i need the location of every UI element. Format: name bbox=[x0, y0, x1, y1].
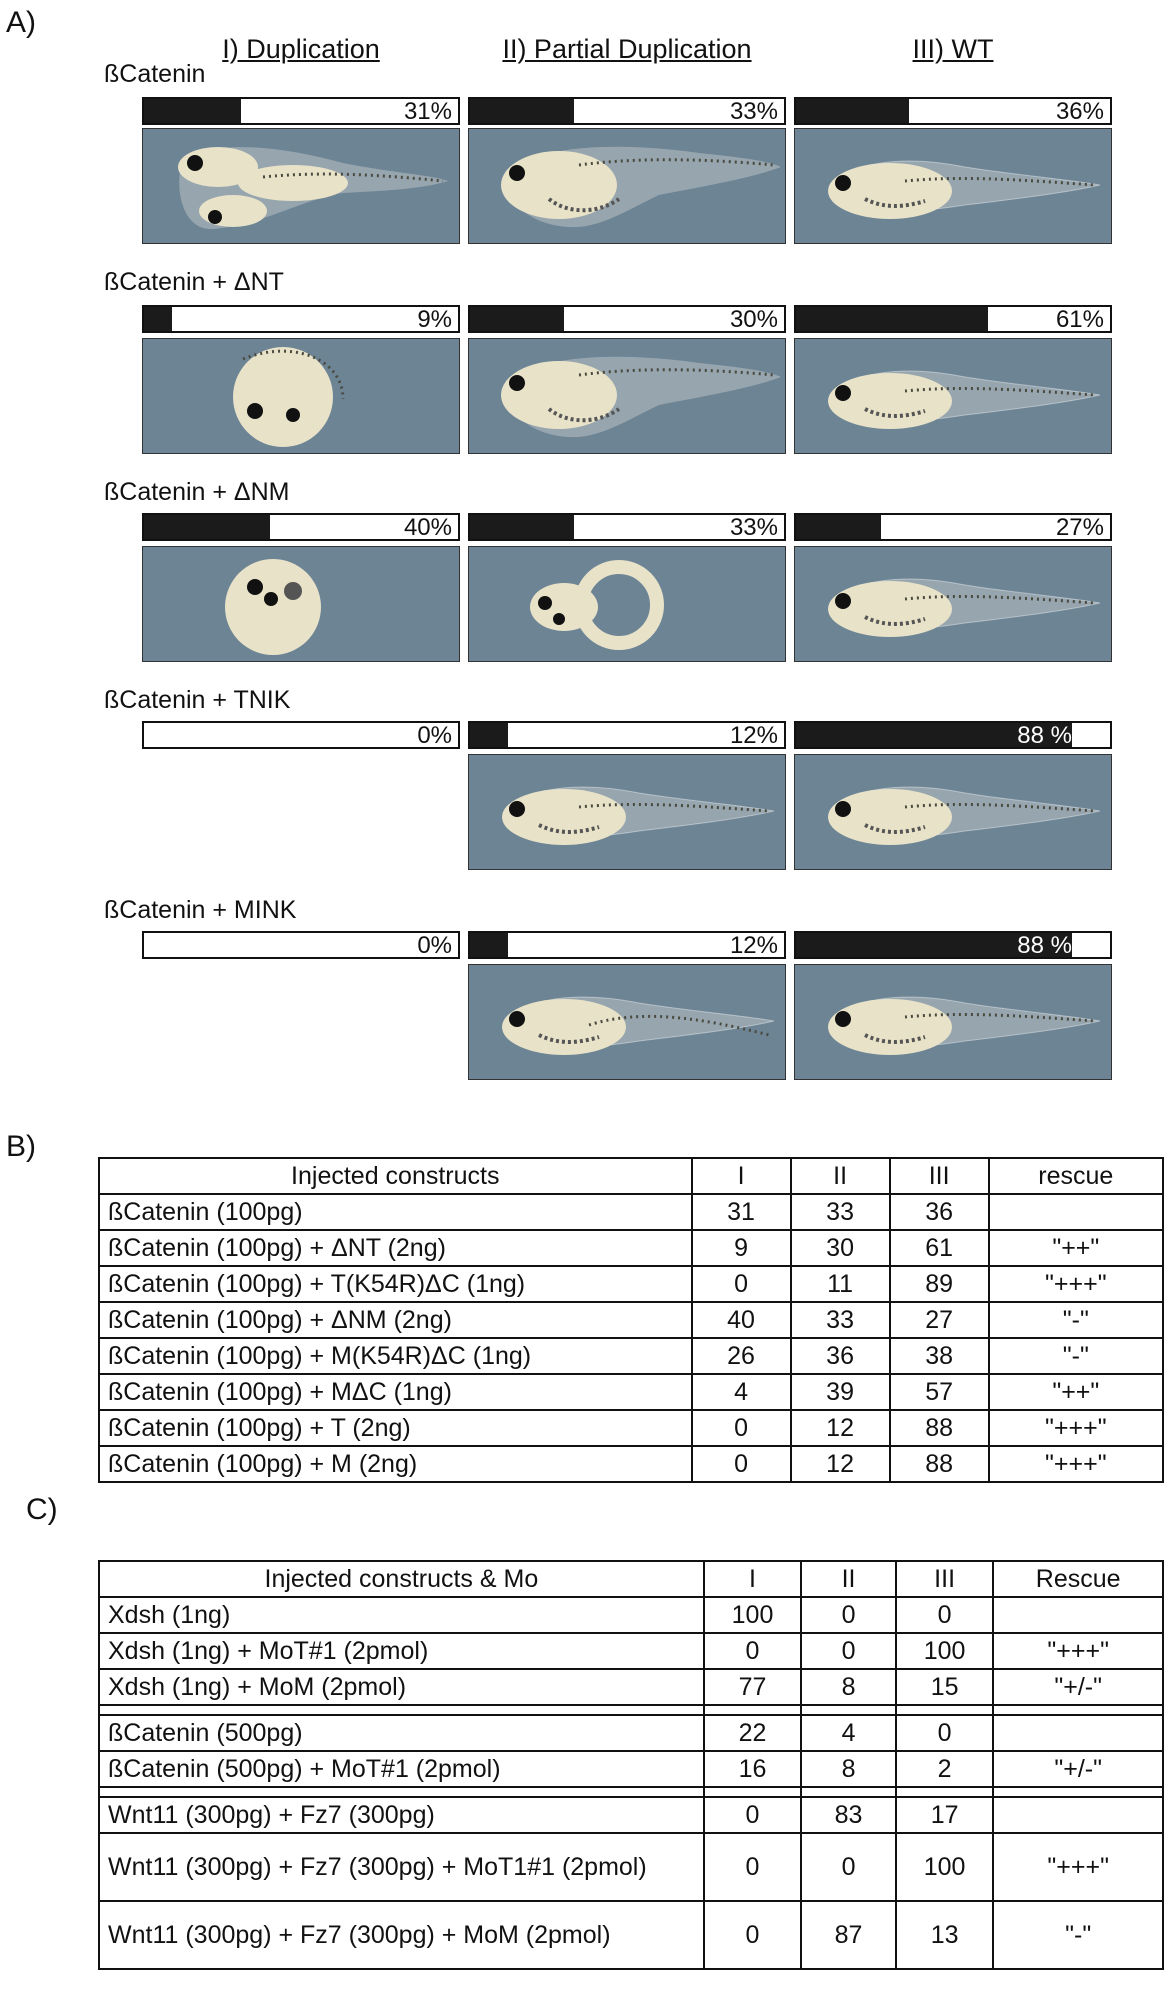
table-row bbox=[99, 1338, 1163, 1374]
column-header-wt: III) WT bbox=[912, 34, 994, 64]
value-cell: 61 bbox=[890, 1230, 989, 1266]
value-cell: 17 bbox=[896, 1797, 994, 1833]
value-cell: "-" bbox=[993, 1901, 1163, 1969]
value-cell: 83 bbox=[801, 1797, 896, 1833]
value-cell: 22 bbox=[704, 1715, 802, 1751]
row-label: ßCatenin bbox=[104, 60, 206, 88]
value-cell: "+++" bbox=[989, 1446, 1163, 1482]
row-label: ßCatenin + MINK bbox=[104, 896, 297, 924]
percentage-bar-fill bbox=[470, 515, 574, 539]
percentage-label: 12% bbox=[729, 722, 778, 749]
percentage-label: 12% bbox=[729, 932, 778, 959]
value-cell: "+++" bbox=[993, 1633, 1163, 1669]
construct-cell: ßCatenin (100pg) + ΔNT (2ng) bbox=[99, 1230, 692, 1266]
percentage-label: 31% bbox=[403, 98, 452, 125]
value-cell: "-" bbox=[989, 1338, 1163, 1374]
table-row bbox=[99, 1410, 1163, 1446]
percentage-label: 9% bbox=[417, 306, 452, 333]
separator-cell bbox=[993, 1787, 1163, 1797]
separator-cell bbox=[896, 1705, 994, 1715]
value-cell: 16 bbox=[704, 1751, 802, 1787]
percentage-bar-fill bbox=[470, 723, 508, 747]
percentage-bar bbox=[142, 97, 460, 125]
table-row bbox=[99, 1715, 1163, 1751]
value-cell: 26 bbox=[692, 1338, 791, 1374]
table-header-row bbox=[99, 1561, 1163, 1597]
table-header-cell: Injected constructs bbox=[99, 1158, 692, 1194]
separator-cell bbox=[704, 1705, 802, 1715]
table-row bbox=[99, 1374, 1163, 1410]
table-row bbox=[99, 1266, 1163, 1302]
percentage-bar bbox=[142, 931, 460, 959]
value-cell: "+++" bbox=[989, 1410, 1163, 1446]
embryo-photo bbox=[468, 128, 786, 244]
value-cell: 15 bbox=[896, 1669, 994, 1705]
percentage-bar bbox=[794, 721, 1112, 749]
table-header-cell: III bbox=[896, 1561, 994, 1597]
value-cell: 8 bbox=[801, 1751, 896, 1787]
construct-cell: ßCatenin (100pg) + M(K54R)ΔC (1ng) bbox=[99, 1338, 692, 1374]
percentage-bar-fill bbox=[796, 515, 881, 539]
embryo-photo bbox=[468, 964, 786, 1080]
percentage-bar-fill bbox=[144, 515, 270, 539]
construct-cell: ßCatenin (100pg) + M (2ng) bbox=[99, 1446, 692, 1482]
embryo-photo bbox=[142, 546, 460, 662]
value-cell: 9 bbox=[692, 1230, 791, 1266]
separator-cell bbox=[99, 1705, 704, 1715]
value-cell: 0 bbox=[704, 1833, 802, 1901]
percentage-label: 88 % bbox=[1017, 932, 1072, 959]
percentage-bar bbox=[142, 305, 460, 333]
embryo-photo bbox=[794, 964, 1112, 1080]
embryo-photo bbox=[794, 338, 1112, 454]
value-cell: 0 bbox=[801, 1597, 896, 1633]
value-cell: 0 bbox=[692, 1446, 791, 1482]
value-cell: 100 bbox=[704, 1597, 802, 1633]
value-cell: 0 bbox=[704, 1633, 802, 1669]
percentage-bar bbox=[794, 305, 1112, 333]
separator-cell bbox=[99, 1787, 704, 1797]
percentage-label: 88 % bbox=[1017, 722, 1072, 749]
embryo-photo bbox=[468, 546, 786, 662]
value-cell: 0 bbox=[704, 1797, 802, 1833]
percentage-bar bbox=[794, 97, 1112, 125]
value-cell bbox=[989, 1194, 1163, 1230]
percentage-label: 61% bbox=[1055, 306, 1104, 333]
construct-cell: Xdsh (1ng) + MoM (2pmol) bbox=[99, 1669, 704, 1705]
value-cell: "-" bbox=[989, 1302, 1163, 1338]
value-cell bbox=[993, 1715, 1163, 1751]
separator-cell bbox=[993, 1705, 1163, 1715]
construct-cell: Xdsh (1ng) bbox=[99, 1597, 704, 1633]
table-header-cell: III bbox=[890, 1158, 989, 1194]
construct-cell: ßCatenin (100pg) + T(K54R)ΔC (1ng) bbox=[99, 1266, 692, 1302]
value-cell: 36 bbox=[791, 1338, 890, 1374]
value-cell: 12 bbox=[791, 1410, 890, 1446]
embryo-photo bbox=[794, 546, 1112, 662]
percentage-label: 30% bbox=[729, 306, 778, 333]
value-cell: 88 bbox=[890, 1446, 989, 1482]
construct-cell: ßCatenin (500pg) bbox=[99, 1715, 704, 1751]
percentage-label: 0% bbox=[417, 722, 452, 749]
embryo-photo bbox=[468, 338, 786, 454]
value-cell: 40 bbox=[692, 1302, 791, 1338]
percentage-bar bbox=[468, 97, 786, 125]
construct-cell: ßCatenin (100pg) + ΔNM (2ng) bbox=[99, 1302, 692, 1338]
table-header-cell: Injected constructs & Mo bbox=[99, 1561, 704, 1597]
value-cell: 0 bbox=[692, 1266, 791, 1302]
value-cell: 0 bbox=[896, 1597, 994, 1633]
embryo-photo bbox=[794, 128, 1112, 244]
group-separator bbox=[99, 1705, 1163, 1715]
percentage-bar-fill bbox=[470, 933, 508, 957]
value-cell: 33 bbox=[791, 1302, 890, 1338]
percentage-label: 33% bbox=[729, 98, 778, 125]
value-cell: 38 bbox=[890, 1338, 989, 1374]
value-cell: 33 bbox=[791, 1194, 890, 1230]
column-header-partial-duplication: II) Partial Duplication bbox=[502, 34, 752, 64]
value-cell: "+/-" bbox=[993, 1669, 1163, 1705]
value-cell: 11 bbox=[791, 1266, 890, 1302]
value-cell: 0 bbox=[801, 1833, 896, 1901]
table-header-cell: I bbox=[692, 1158, 791, 1194]
percentage-bar bbox=[794, 931, 1112, 959]
value-cell: 0 bbox=[896, 1715, 994, 1751]
percentage-label: 33% bbox=[729, 514, 778, 541]
table-row bbox=[99, 1669, 1163, 1705]
percentage-bar bbox=[468, 305, 786, 333]
separator-cell bbox=[801, 1787, 896, 1797]
table-row bbox=[99, 1302, 1163, 1338]
value-cell: 0 bbox=[692, 1410, 791, 1446]
percentage-label: 40% bbox=[403, 514, 452, 541]
value-cell: 88 bbox=[890, 1410, 989, 1446]
value-cell: "++" bbox=[989, 1374, 1163, 1410]
percentage-label: 36% bbox=[1055, 98, 1104, 125]
row-label: ßCatenin + TNIK bbox=[104, 686, 291, 714]
percentage-bar-fill bbox=[796, 99, 909, 123]
percentage-bar bbox=[468, 721, 786, 749]
embryo-photo bbox=[794, 754, 1112, 870]
table-row bbox=[99, 1833, 1163, 1901]
separator-cell bbox=[801, 1705, 896, 1715]
construct-cell: ßCatenin (100pg) + T (2ng) bbox=[99, 1410, 692, 1446]
value-cell: 13 bbox=[896, 1901, 994, 1969]
panel-b-table bbox=[98, 1157, 1164, 1483]
table-header-row bbox=[99, 1158, 1163, 1194]
table-header-cell: II bbox=[791, 1158, 890, 1194]
panel-c-letter: C) bbox=[26, 1493, 58, 1526]
percentage-bar-fill bbox=[796, 307, 988, 331]
table-header-cell: Rescue bbox=[993, 1561, 1163, 1597]
embryo-photo bbox=[142, 338, 460, 454]
construct-cell: ßCatenin (100pg) bbox=[99, 1194, 692, 1230]
percentage-bar-fill bbox=[470, 99, 574, 123]
value-cell: 2 bbox=[896, 1751, 994, 1787]
panel-c-table bbox=[98, 1560, 1164, 1970]
construct-cell: Wnt11 (300pg) + Fz7 (300pg) + MoM (2pmol) bbox=[99, 1901, 704, 1969]
value-cell: 0 bbox=[801, 1633, 896, 1669]
value-cell: 31 bbox=[692, 1194, 791, 1230]
value-cell: "+++" bbox=[993, 1833, 1163, 1901]
table-row bbox=[99, 1901, 1163, 1969]
percentage-bar bbox=[468, 931, 786, 959]
table-row bbox=[99, 1633, 1163, 1669]
percentage-label: 0% bbox=[417, 932, 452, 959]
value-cell: 100 bbox=[896, 1833, 994, 1901]
value-cell: 89 bbox=[890, 1266, 989, 1302]
value-cell bbox=[993, 1597, 1163, 1633]
value-cell: "++" bbox=[989, 1230, 1163, 1266]
table-row bbox=[99, 1194, 1163, 1230]
percentage-bar-fill bbox=[470, 307, 564, 331]
table-header-cell: I bbox=[704, 1561, 802, 1597]
table-row bbox=[99, 1797, 1163, 1833]
percentage-bar bbox=[142, 721, 460, 749]
value-cell: 100 bbox=[896, 1633, 994, 1669]
percentage-bar-fill bbox=[144, 99, 241, 123]
panel-b-letter: B) bbox=[6, 1130, 36, 1163]
table-row bbox=[99, 1446, 1163, 1482]
construct-cell: ßCatenin (500pg) + MoT#1 (2pmol) bbox=[99, 1751, 704, 1787]
value-cell: 57 bbox=[890, 1374, 989, 1410]
table-row bbox=[99, 1597, 1163, 1633]
value-cell: 8 bbox=[801, 1669, 896, 1705]
value-cell: 4 bbox=[692, 1374, 791, 1410]
table-header-cell: rescue bbox=[989, 1158, 1163, 1194]
value-cell: 77 bbox=[704, 1669, 802, 1705]
table-header-cell: II bbox=[801, 1561, 896, 1597]
value-cell: "+/-" bbox=[993, 1751, 1163, 1787]
separator-cell bbox=[896, 1787, 994, 1797]
column-header-duplication: I) Duplication bbox=[222, 34, 380, 64]
value-cell: "+++" bbox=[989, 1266, 1163, 1302]
value-cell: 12 bbox=[791, 1446, 890, 1482]
value-cell: 30 bbox=[791, 1230, 890, 1266]
percentage-label: 27% bbox=[1055, 514, 1104, 541]
percentage-bar bbox=[468, 513, 786, 541]
value-cell: 87 bbox=[801, 1901, 896, 1969]
construct-cell: Xdsh (1ng) + MoT#1 (2pmol) bbox=[99, 1633, 704, 1669]
construct-cell: Wnt11 (300pg) + Fz7 (300pg) bbox=[99, 1797, 704, 1833]
embryo-photo bbox=[142, 128, 460, 244]
value-cell: 27 bbox=[890, 1302, 989, 1338]
group-separator bbox=[99, 1787, 1163, 1797]
panel-a-letter: A) bbox=[6, 6, 36, 39]
percentage-bar bbox=[794, 513, 1112, 541]
table-row bbox=[99, 1230, 1163, 1266]
row-label: ßCatenin + ΔNM bbox=[104, 478, 290, 506]
table-row bbox=[99, 1751, 1163, 1787]
value-cell: 0 bbox=[704, 1901, 802, 1969]
separator-cell bbox=[704, 1787, 802, 1797]
value-cell: 39 bbox=[791, 1374, 890, 1410]
percentage-bar bbox=[142, 513, 460, 541]
value-cell bbox=[993, 1797, 1163, 1833]
construct-cell: Wnt11 (300pg) + Fz7 (300pg) + MoT1#1 (2pmol) bbox=[99, 1833, 704, 1901]
percentage-bar-fill bbox=[144, 307, 172, 331]
row-label: ßCatenin + ΔNT bbox=[104, 268, 284, 296]
embryo-photo bbox=[468, 754, 786, 870]
value-cell: 4 bbox=[801, 1715, 896, 1751]
construct-cell: ßCatenin (100pg) + MΔC (1ng) bbox=[99, 1374, 692, 1410]
value-cell: 36 bbox=[890, 1194, 989, 1230]
